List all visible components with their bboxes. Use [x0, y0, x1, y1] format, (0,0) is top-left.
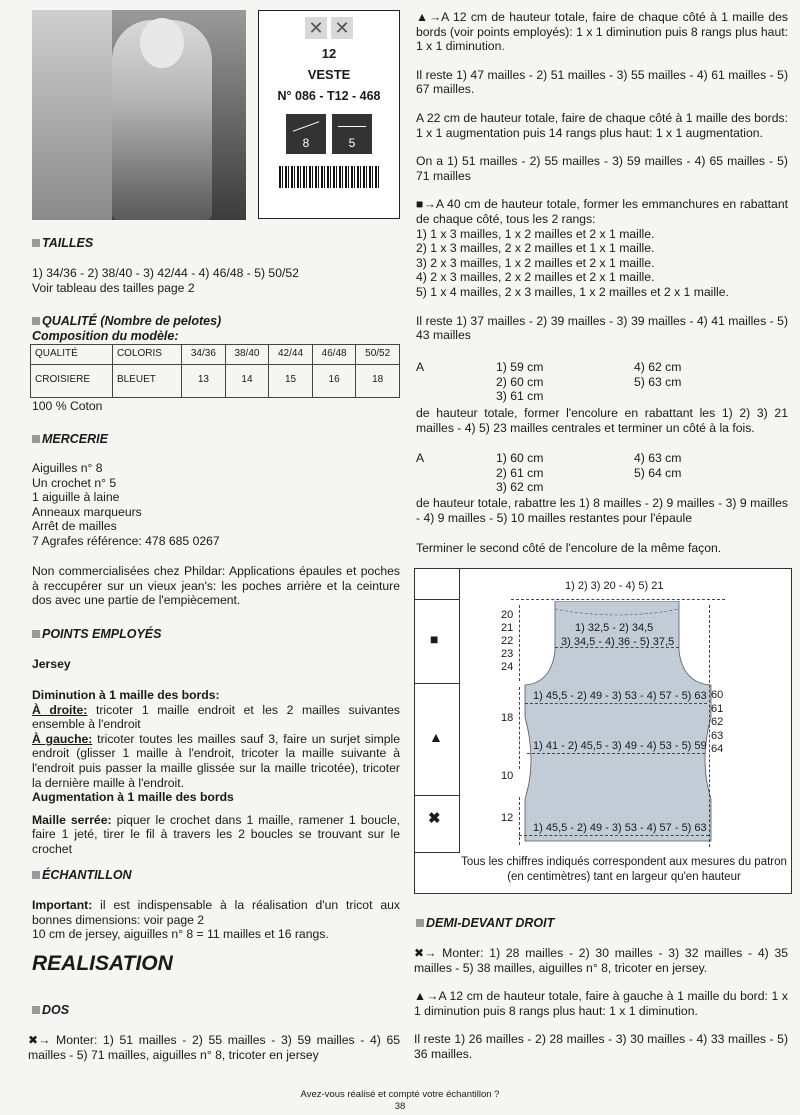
barcode — [279, 166, 379, 188]
echantillon-heading: ÉCHANTILLON — [32, 868, 132, 883]
mercerie-list: Aiguilles n° 8 Un crochet n° 5 1 aiguille à laine Anneaux marqueurs Arrêt de mailles 7 Agrafes référence: 478 685 0267 — [32, 461, 220, 548]
yarn-table: QUALITÉ COLORIS 34/36 38/40 42/44 46/48 50/52 CROISIERE BLEUET 13 14 15 16 18 — [30, 344, 400, 398]
step-a2-label: A — [416, 451, 425, 465]
pattern-card — [258, 10, 400, 219]
height-12: 12 — [501, 812, 514, 824]
points-heading: POINTS EMPLOYÉS — [32, 627, 161, 642]
dos-text: ✖→ Monter: 1) 51 mailles - 2) 55 mailles - 3) 59 mailles - 4) 65 mailles - 5) 71 mailles, aiguilles n° 8, tricoter en jersey — [28, 1033, 400, 1062]
composition-subtitle: Composition du modèle: — [32, 329, 179, 343]
diagram-caption: Tous les chiffres indiqués correspondent aux mesures du patron (en centimètres) tant en largeur qu'en hauteur — [461, 856, 787, 883]
qualite-heading: QUALITÉ (Nombre de pelotes) — [32, 314, 221, 329]
waist-width: 1) 41 - 2) 45,5 - 3) 49 - 4) 53 - 5) 59 — [533, 740, 707, 752]
cast-on-section — [415, 795, 460, 853]
mercerie-heading: MERCERIE — [32, 432, 108, 447]
step-a2-col1: 1) 60 cm 2) 61 cm 3) 62 cm — [496, 451, 544, 495]
step-a2-text: de hauteur totale, rabattre les 1) 8 mailles - 2) 9 mailles - 3) 9 mailles - 4) 9 mailles - 5) 10 mailles restantes pour l'épaule — [416, 496, 788, 525]
composition: 100 % Coton — [32, 399, 103, 413]
armhole-heights: 20 21 22 23 24 — [501, 609, 514, 673]
needle-size-8: 8 — [286, 114, 326, 154]
height-10: 10 — [501, 770, 514, 782]
demi-devant-heading: DEMI-DEVANT DROIT — [416, 916, 554, 931]
shoulder-width: 1) 2) 3) 20 - 4) 5) 21 — [565, 580, 664, 592]
model-photo — [32, 10, 246, 220]
dos-heading: DOS — [32, 1003, 69, 1018]
step-a1-col1: 1) 59 cm 2) 60 cm 3) 61 cm — [496, 360, 544, 404]
crochet-size-5: 5 — [332, 114, 372, 154]
tailles-heading: TAILLES — [32, 236, 93, 251]
x-mark-icon: ✕ — [305, 17, 327, 39]
chest-width: 1) 45,5 - 2) 49 - 3) 53 - 4) 57 - 5) 63 — [533, 690, 707, 702]
demi-devant-text: ✖→ Monter: 1) 28 mailles - 2) 30 mailles - 3) 32 mailles - 4) 35 mailles - 5) 38 mailles, aiguilles n° 8, tricoter en jersey. ▲→A 12 cm de hauteur totale, faire à gauche à 1 maille du bord: 1 x 1 diminution puis 8 rangs plus haut: 1 x 1 diminution. Il reste 1) 26 mailles - 2) 28 mailles - 3) 30 mailles - 4) 33 mailles - 5) 36 mailles. — [414, 946, 788, 1061]
triangle-symbol-icon: ▲ — [429, 729, 443, 745]
neck-width: 1) 32,5 - 2) 34,5 — [575, 622, 654, 634]
step-a1-text: de hauteur totale, former l'encolure en rabattant les 1) 2) 3) 21 mailles - 4) 5) 23 mailles centrales et terminer un côté à la fois. — [416, 406, 788, 435]
square-symbol-icon: ■ — [430, 631, 439, 647]
page-number: 38 — [394, 1101, 406, 1112]
echantillon-text: Important: il est indispensable à la réalisation d'un tricot aux bonnes dimensions: voir page 2 10 cm de jersey, aiguilles n° 8 = 11 mailles et 16 rangs. — [32, 898, 400, 942]
step-a1-label: A — [416, 360, 425, 374]
bottom-width: 1) 45,5 - 2) 49 - 3) 53 - 4) 57 - 5) 63 — [533, 822, 707, 834]
waist-section — [415, 683, 460, 796]
x-mark-icon: ✕ — [331, 17, 353, 39]
jersey-label: Jersey — [32, 657, 71, 671]
mercerie-note: Non commercialisées chez Phildar: Applications épaules et poches à reccupérer sur un vieux jean's: les poches arrière et la ceinture dos avec une partie de l'empiècement. — [32, 564, 400, 608]
points-text: Diminution à 1 maille des bords: À droite: tricoter 1 maille endroit et les 2 mailles suivantes ensemble à l'endroit À gauche: tricoter toutes les mailles sauf 3, faire un surjet simple endroit (glisser 1 maille à l'endroit, tricoter la maille suivante à l'endroit puis passer la maille glissée sur la maille tricotée), tricoter la dernière maille à l'endroit. Augmentation à 1 maille des bords Maille serrée: piquer le crochet dans 1 maille, ramener 1 boucle, faire 1 jeté, tirer le fil à travers les 2 boucles se trouvant sur le crochet — [32, 688, 400, 856]
height-18: 18 — [501, 712, 514, 724]
right-instructions: ▲→A 12 cm de hauteur totale, faire de chaque côté à 1 maille des bords (voir points employés): 1 x 1 diminution puis 8 rangs plus haut: 1 x 1 diminution. Il reste 1) 47 mailles - 2) 51 mailles - 3) 55 mailles - 4) 61 mailles - 5) 67 mailles. A 22 cm de hauteur totale, faire de chaque côté à 1 maille des bords: 1 x 1 augmentation puis 14 rangs plus haut: 1 x 1 augmentation. On a 1) 51 mailles - 2) 55 mailles - 3) 59 mailles - 4) 65 mailles - 5) 71 mailles ■→A 40 cm de hauteur totale, former les emmanchures en rabattant de chaque côté, tous les 2 rangs: 1) 1 x 3 mailles, 1 x 2 mailles et 2 x 1 maille. 2) 1 x 3 mailles, 2 x 2 mailles et 1 x 1 maille. 3) 2 x 3 mailles, 1 x 2 mailles et 2 x 1 maille. 4) 2 x 3 mailles, 2 x 2 mailles et 2 x 1 maille. 5) 1 x 4 mailles, 2 x 3 mailles, 1 x 2 mailles et 2 x 1 maille. Il reste 1) 37 mailles - 2) 39 mailles - 3) 39 mailles - 4) 41 mailles - 5) 43 mailles — [416, 10, 788, 343]
finish-text: Terminer le second côté de l'encolure de la même façon. — [416, 541, 722, 555]
card-number: 12 — [321, 46, 337, 61]
step-a2-col2: 4) 63 cm 5) 64 cm — [634, 451, 682, 480]
armhole-section — [415, 599, 460, 684]
schematic-diagram — [414, 568, 792, 894]
tailles-text: 1) 34/36 - 2) 38/40 - 3) 42/44 - 4) 46/48 - 5) 50/52 Voir tableau des tailles page 2 — [32, 266, 299, 295]
realisation-heading: REALISATION — [32, 952, 173, 975]
step-a1-col2: 4) 62 cm 5) 63 cm — [634, 360, 682, 389]
total-heights: 60 61 62 63 64 — [711, 689, 724, 755]
cross-symbol-icon: ✖ — [428, 810, 441, 827]
card-title: VESTE — [307, 66, 351, 82]
card-ref: N° 086 - T12 - 468 — [277, 89, 381, 104]
neck-width-2: 3) 34,5 - 4) 36 - 5) 37,5 — [561, 636, 675, 648]
footer-question: Avez-vous réalisé et compté votre échantillon ? — [300, 1089, 500, 1100]
